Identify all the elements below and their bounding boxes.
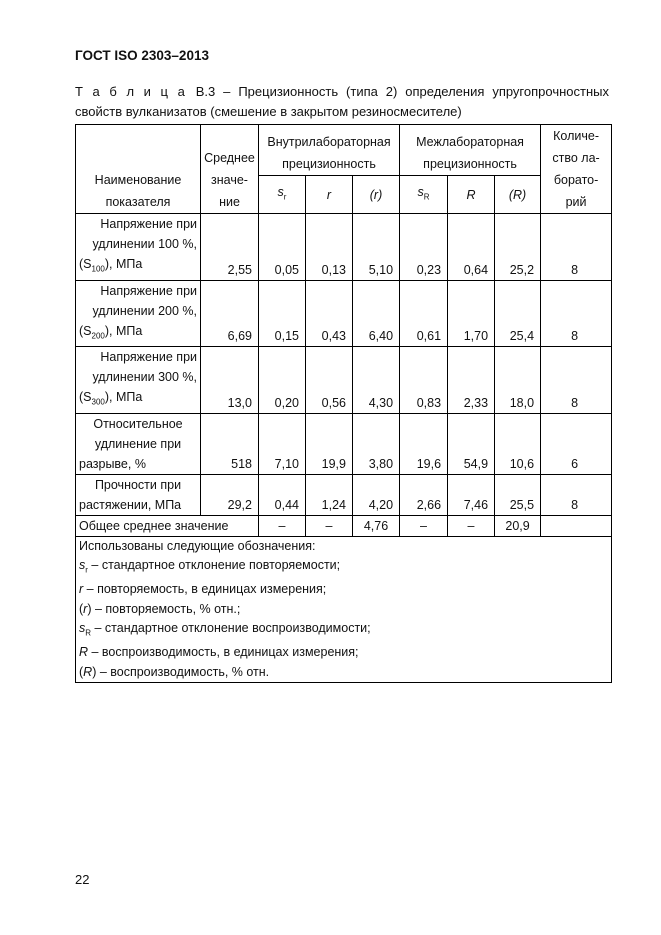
- cell-mean: 2,55: [201, 214, 259, 281]
- note-item: (R) – воспроизводимость, % отн.: [79, 664, 270, 679]
- cell-R-rel: 25,5: [495, 474, 541, 515]
- cell-lab-count: 8: [541, 280, 612, 347]
- caption-line-2: свойств вулканизатов (смешение в закрытом резиносмесителе): [75, 104, 462, 119]
- header-lab-count: Количе- ство ла- борато- рий: [541, 125, 612, 214]
- note-item: R – воспроизводимость, в единицах измерения;: [79, 645, 359, 659]
- overall-sr: –: [259, 515, 306, 536]
- cell-sr: 0,05: [259, 214, 306, 281]
- cell-mean: 6,69: [201, 280, 259, 347]
- table-row: [76, 347, 612, 414]
- caption-number: В.3: [195, 84, 216, 99]
- precision-table: [75, 124, 612, 683]
- cell-sR: 0,83: [400, 347, 448, 414]
- table-caption: [75, 82, 609, 122]
- header-R: R: [448, 176, 495, 214]
- cell-R-rel: 18,0: [495, 347, 541, 414]
- table-row: [76, 474, 612, 515]
- cell-r-rel: 3,80: [353, 413, 400, 474]
- cell-lab-count: 8: [541, 347, 612, 414]
- cell-lab-count: 6: [541, 413, 612, 474]
- note-item: $s_r$ – стандартное отклонение повторяемости;: [79, 558, 341, 575]
- cell-sR: 0,61: [400, 280, 448, 347]
- caption-word: 2): [385, 84, 398, 99]
- cell-sr: 0,44: [259, 474, 306, 515]
- table-row: [76, 214, 612, 281]
- cell-r-rel: 5,10: [353, 214, 400, 281]
- overall-mean: –: [306, 515, 353, 536]
- note-item: (r) – повторяемость, % отн.;: [79, 601, 241, 616]
- caption-word: Прецизионность: [238, 84, 339, 99]
- overall-R: –: [448, 515, 495, 536]
- cell-r: 19,9: [306, 413, 353, 474]
- cell-R-rel: 10,6: [495, 413, 541, 474]
- notes-intro: Использованы следующие обозначения:: [79, 538, 316, 553]
- table-row: [76, 413, 612, 474]
- caption-prefix: Т а б л и ц а: [75, 84, 188, 99]
- cell-sR: 2,66: [400, 474, 448, 515]
- table-row: [76, 280, 612, 347]
- cell-sr: 0,15: [259, 280, 306, 347]
- cell-r-rel: 6,40: [353, 280, 400, 347]
- note-item: $s_R$ – стандартное отклонение воспроизводимости;: [79, 621, 371, 638]
- cell-mean: 29,2: [201, 474, 259, 515]
- cell-sr: 7,10: [259, 413, 306, 474]
- header-indicator-name: Наименование показателя: [76, 125, 201, 214]
- overall-label: Общее среднее значение: [76, 515, 259, 536]
- header-sR: $s_R$: [400, 176, 448, 214]
- notes-cell: [76, 536, 612, 683]
- notes-row: [76, 536, 612, 683]
- indicator-name: Напряжение при удлинении 300 %, $(S_{300})$, МПа: [76, 347, 201, 414]
- overall-sR: –: [400, 515, 448, 536]
- document-header: ГОСТ ISO 2303–2013: [75, 48, 209, 63]
- header-interlab: Межлабораторная прецизионность: [400, 125, 541, 176]
- caption-word: определения: [405, 84, 485, 99]
- overall-R-rel: 20,9: [495, 515, 541, 536]
- cell-mean: 13,0: [201, 347, 259, 414]
- cell-r-rel: 4,20: [353, 474, 400, 515]
- header-sr: $s_r$: [259, 176, 306, 214]
- cell-R: 2,33: [448, 347, 495, 414]
- cell-r: 0,43: [306, 280, 353, 347]
- cell-R-rel: 25,4: [495, 280, 541, 347]
- header-R-rel: (R): [495, 176, 541, 214]
- cell-r: 0,13: [306, 214, 353, 281]
- header-r-rel: (r): [353, 176, 400, 214]
- cell-R: 7,46: [448, 474, 495, 515]
- cell-sR: 0,23: [400, 214, 448, 281]
- overall-lab-count: [541, 515, 612, 536]
- cell-R: 1,70: [448, 280, 495, 347]
- cell-R: 54,9: [448, 413, 495, 474]
- cell-R-rel: 25,2: [495, 214, 541, 281]
- header-intralab: Внутрилабораторная прецизионность: [259, 125, 400, 176]
- note-item: r – повторяемость, в единицах измерения;: [79, 582, 327, 596]
- cell-r: 0,56: [306, 347, 353, 414]
- overall-row: [76, 515, 612, 536]
- indicator-name: Напряжение при удлинении 100 %, $(S_{100})$, МПа: [76, 214, 201, 281]
- cell-sr: 0,20: [259, 347, 306, 414]
- indicator-name: Напряжение при удлинении 200 %, $(S_{200})$, МПа: [76, 280, 201, 347]
- caption-dash: –: [223, 84, 231, 99]
- overall-r-rel: 4,76: [353, 515, 400, 536]
- caption-word: упругопрочностных: [492, 84, 609, 99]
- indicator-name: Относительное удлинение при разрыве, %: [76, 413, 201, 474]
- cell-lab-count: 8: [541, 474, 612, 515]
- header-r: r: [306, 176, 353, 214]
- caption-word: (типа: [346, 84, 378, 99]
- cell-lab-count: 8: [541, 214, 612, 281]
- cell-r-rel: 4,30: [353, 347, 400, 414]
- page-number: 22: [75, 872, 90, 887]
- header-mean: Среднее значе- ние: [201, 125, 259, 214]
- cell-R: 0,64: [448, 214, 495, 281]
- indicator-name: Прочности при растяжении, МПа: [76, 474, 201, 515]
- cell-mean: 518: [201, 413, 259, 474]
- cell-sR: 19,6: [400, 413, 448, 474]
- cell-r: 1,24: [306, 474, 353, 515]
